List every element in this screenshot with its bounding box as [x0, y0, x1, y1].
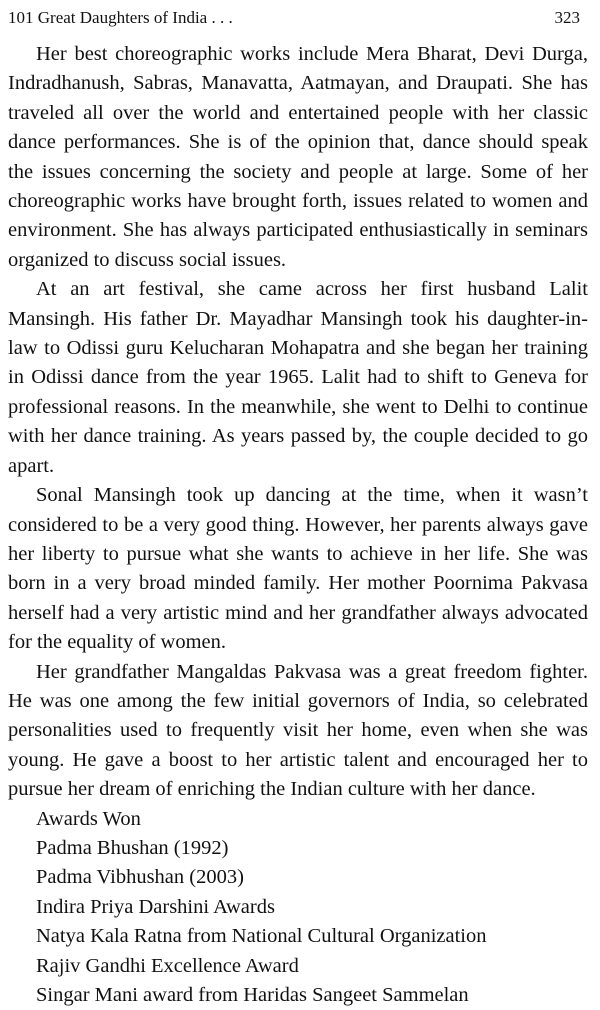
- paragraph: Her grandfather Mangaldas Pakvasa was a great freedom fighter. He was one among the few initial governors of India, so celebrated personalities used to frequently visit her home, even when she was young. He gave a boost to her artistic talent and encouraged her to pursue her dream of enriching the Indian culture with her dance.: [8, 660, 588, 801]
- paragraph: Her best choreographic works include Mera Bharat, Devi Durga, Indradhanush, Sabras, Manavatta, Aatmayan, and Draupati. She has traveled all over the world and entertained people with her classic dance performances. She is of the opinion that, dance should speak the issues concerning the society and people at large. Some of her choreographic works have brought forth, issues related to women and environment. She has always participated enthusiastically in seminars organized to discuss social issues.: [8, 43, 588, 271]
- award-item: Rajiv Gandhi Excellence Award: [36, 954, 299, 977]
- award-item: Padma Bhushan (1992): [36, 836, 229, 859]
- running-title: 101 Great Daughters of India . . .: [8, 8, 233, 27]
- awards-list: [8, 805, 588, 1010]
- award-item: Singar Mani award from Haridas Sangeet Sammelan: [36, 984, 469, 1006]
- paragraph: Sonal Mansingh took up dancing at the time, when it wasn’t considered to be a very good thing. However, her parents always gave her liberty to pursue what she wants to achieve in her life. She was born in a very broad minded family. Her mother Poornima Pakvasa herself had a very artistic mind and her grandfather always advocated for the equality of women.: [8, 484, 588, 654]
- paragraph: At an art festival, she came across her first husband Lalit Mansingh. His father Dr. Mayadhar Mansingh took his daughter-in-law to Odissi guru Kelucharan Mohapatra and she began her training in Odissi dance from the year 1965. Lalit had to shift to Geneva for professional reasons. In the meanwhile, she went to Delhi to continue with her dance training. As years passed by, the couple decided to go apart.: [8, 278, 588, 477]
- awards-heading: Awards Won: [36, 807, 141, 830]
- page-number: 323: [554, 8, 580, 27]
- award-item: Padma Vibhushan (2003): [36, 866, 244, 889]
- award-item: Natya Kala Ratna from National Cultural Organization: [36, 925, 487, 948]
- body-text: [8, 40, 588, 1010]
- page-header: [8, 6, 580, 30]
- award-item: Indira Priya Darshini Awards: [36, 895, 275, 918]
